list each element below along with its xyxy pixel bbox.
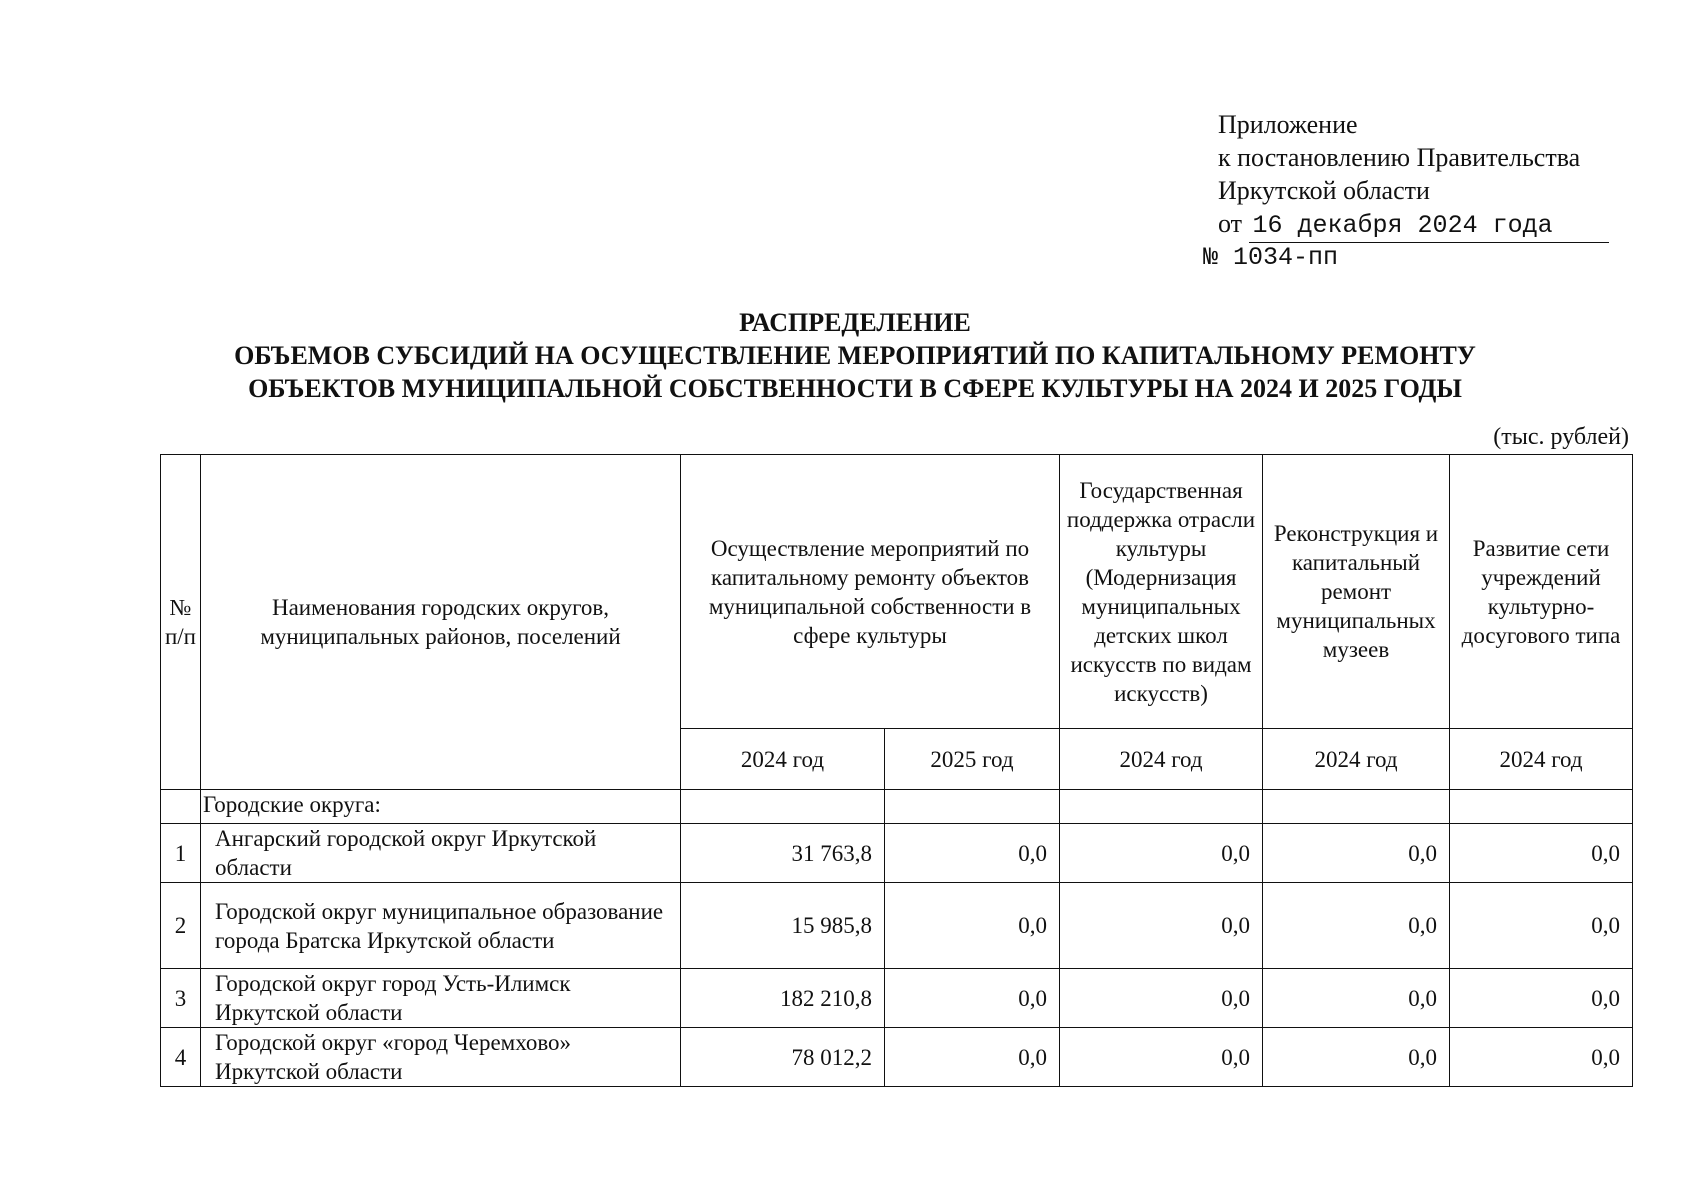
row-value: 0,0 <box>1263 824 1450 883</box>
row-name: Ангарский городской округ Иркутской области <box>201 824 681 883</box>
row-value: 0,0 <box>1450 883 1633 969</box>
title-line-2: ОБЪЕМОВ СУБСИДИЙ НА ОСУЩЕСТВЛЕНИЕ МЕРОПРИЯТИЙ ПО КАПИТАЛЬНОМУ РЕМОНТУ <box>234 341 1476 370</box>
section-row <box>161 790 1633 824</box>
date-value: 16 декабря 2024 года <box>1249 209 1609 243</box>
table-row <box>161 969 1633 1028</box>
table-row <box>161 883 1633 969</box>
empty-cell <box>681 790 885 824</box>
row-name: Городской округ город Усть-Илимск Иркутской области <box>201 969 681 1028</box>
row-num: 2 <box>161 883 201 969</box>
row-value: 182 210,8 <box>681 969 885 1028</box>
subsidy-table <box>160 454 1633 1087</box>
row-value: 0,0 <box>1263 883 1450 969</box>
document-number: № 1034-пп <box>1203 243 1339 272</box>
empty-cell <box>1450 790 1633 824</box>
row-value: 78 012,2 <box>681 1028 885 1087</box>
appendix-date <box>1218 207 1609 243</box>
empty-cell <box>885 790 1060 824</box>
row-value: 0,0 <box>1060 1028 1263 1087</box>
header-museums: Реконструкция и капитальный ремонт муниципальных музеев <box>1263 455 1450 729</box>
empty-cell <box>1060 790 1263 824</box>
row-value: 0,0 <box>1263 969 1450 1028</box>
year-header: 2024 год <box>1060 729 1263 790</box>
row-value: 0,0 <box>885 883 1060 969</box>
row-value: 0,0 <box>885 1028 1060 1087</box>
row-value: 31 763,8 <box>681 824 885 883</box>
row-value: 0,0 <box>1060 969 1263 1028</box>
header-network: Развитие сети учреждений культурно-досугового типа <box>1450 455 1633 729</box>
appendix-line-3: Иркутской области <box>1218 176 1430 205</box>
title-line-3: ОБЪЕКТОВ МУНИЦИПАЛЬНОЙ СОБСТВЕННОСТИ В СФЕРЕ КУЛЬТУРЫ НА 2024 И 2025 ГОДЫ <box>248 374 1462 403</box>
year-header: 2024 год <box>1450 729 1633 790</box>
title-line-1: РАСПРЕДЕЛЕНИЕ <box>739 308 971 337</box>
row-value: 15 985,8 <box>681 883 885 969</box>
row-value: 0,0 <box>885 969 1060 1028</box>
header-num: № п/п <box>161 455 201 790</box>
row-value: 0,0 <box>1060 883 1263 969</box>
appendix-block <box>1218 108 1609 243</box>
row-value: 0,0 <box>885 824 1060 883</box>
year-header: 2024 год <box>681 729 885 790</box>
row-value: 0,0 <box>1263 1028 1450 1087</box>
row-value: 0,0 <box>1060 824 1263 883</box>
header-name: Наименования городских округов, муниципальных районов, поселений <box>201 455 681 790</box>
row-value: 0,0 <box>1450 969 1633 1028</box>
units-label: (тыс. рублей) <box>1493 424 1629 450</box>
row-value: 0,0 <box>1450 1028 1633 1087</box>
row-num: 1 <box>161 824 201 883</box>
appendix-line-1: Приложение <box>1218 110 1358 139</box>
row-num: 3 <box>161 969 201 1028</box>
row-name: Городской округ муниципальное образование города Братска Иркутской области <box>201 883 681 969</box>
header-row <box>161 455 1633 729</box>
header-repair: Осуществление мероприятий по капитальному ремонту объектов муниципальной собственности в сфере культуры <box>681 455 1060 729</box>
row-num: 4 <box>161 1028 201 1087</box>
table-row <box>161 824 1633 883</box>
row-name: Городской округ «город Черемхово» Иркутской области <box>201 1028 681 1087</box>
empty-cell <box>1263 790 1450 824</box>
table-row <box>161 1028 1633 1087</box>
row-value: 0,0 <box>1450 824 1633 883</box>
appendix-line-2: к постановлению Правительства <box>1218 143 1581 172</box>
document-title <box>160 306 1550 405</box>
section-label: Городские округа: <box>201 790 681 824</box>
year-header: 2025 год <box>885 729 1060 790</box>
date-prefix: от <box>1218 209 1243 238</box>
header-support: Государственная поддержка отрасли культуры (Модернизация муниципальных детских школ искусств по видам искусств) <box>1060 455 1263 729</box>
section-num-cell <box>161 790 201 824</box>
year-header: 2024 год <box>1263 729 1450 790</box>
